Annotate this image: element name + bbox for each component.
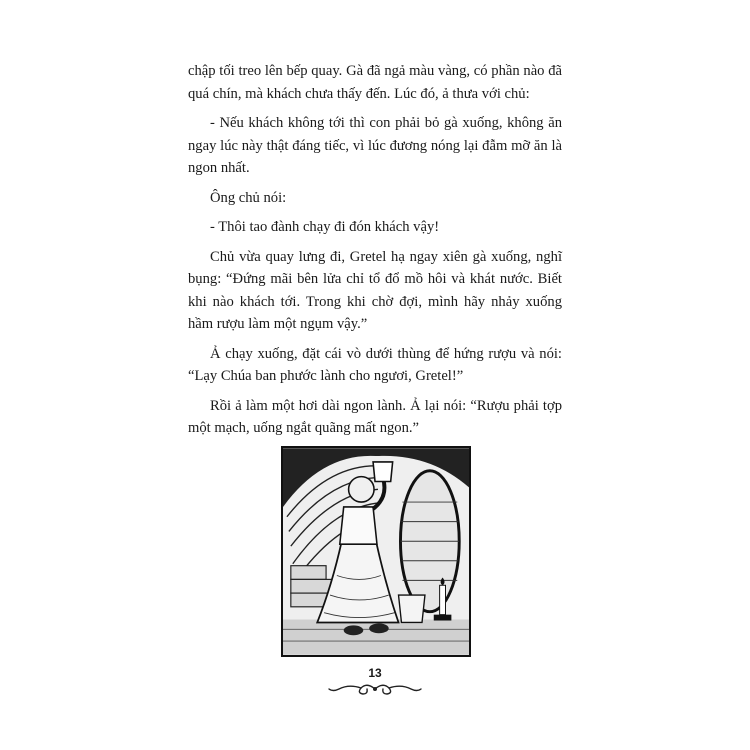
paragraph: Ông chủ nói: [210, 189, 287, 206]
page-text [188, 60, 562, 447]
paragraph: - Nếu khách không tới thì con phải bỏ gà xuống, không ăn ngay lúc này thật đáng tiếc, vì lúc đương nóng lại đẫm mỡ ăn là ngon nhất. [188, 115, 562, 176]
paragraph: chập tối treo lên bếp quay. Gà đã ngả màu vàng, có phần nào đã quá chín, mà khách chưa thấy đến. Lúc đó, ả thưa với chủ: [188, 63, 562, 102]
paragraph: - Thôi tao đành chạy đi đón khách vậy! [210, 219, 440, 235]
paragraph: Rồi ả làm một hơi dài ngon lành. Ả lại nói: “Rượu phải tợp một mạch, uống ngắt quãng mất ngon.” [188, 397, 562, 436]
page-number: 13 [368, 666, 382, 680]
illustration [281, 446, 471, 657]
woman-drinking-in-cellar-illustration [283, 448, 469, 655]
decorative-flourish-icon [325, 680, 425, 698]
paragraph: Chủ vừa quay lưng đi, Gretel hạ ngay xiên gà xuống, nghĩ bụng: “Đứng mãi bên lửa chỉ tổ đổ mồ hôi và khát nước. Biết khi nào khách tới. Trong khi chờ đợi, mình hãy nhảy xuống hầm rượu làm một ngụm vậy.” [188, 248, 562, 332]
paragraph: Ả chạy xuống, đặt cái vò dưới thùng để hứng rượu và nói: “Lạy Chúa ban phước lành cho ngươi, Gretel!” [188, 345, 562, 384]
